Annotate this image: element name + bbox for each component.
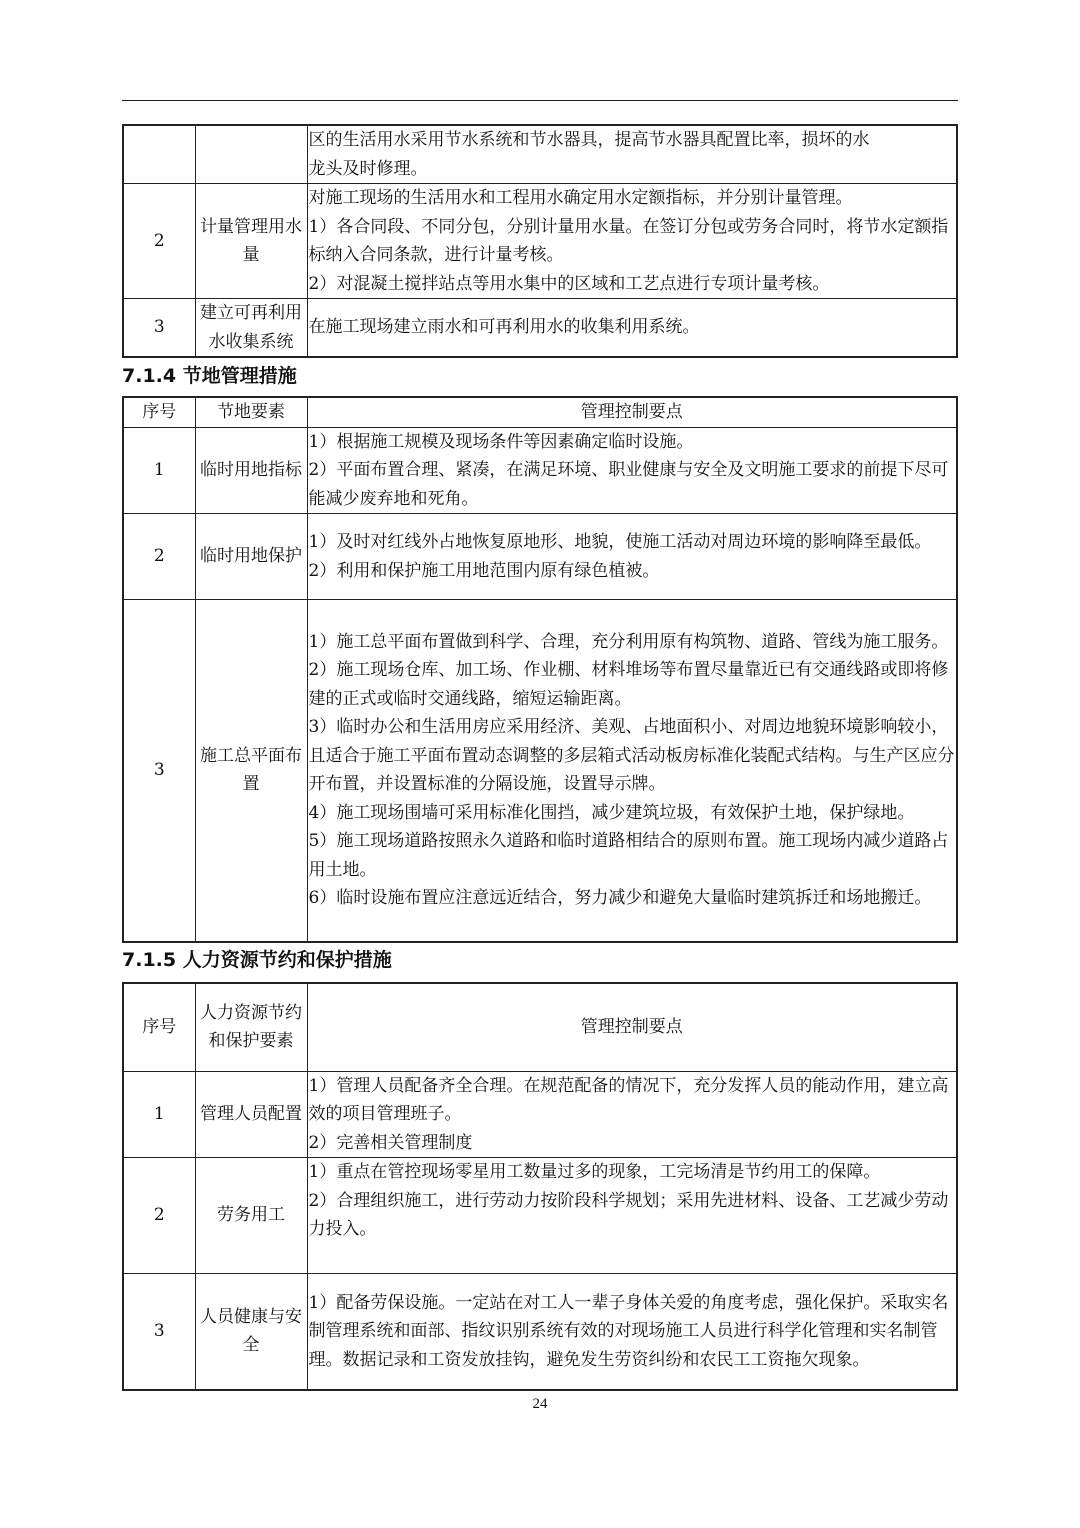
row-element: 管理人员配置: [195, 1071, 307, 1158]
row-element: 临时用地保护: [195, 514, 307, 600]
row-points: [307, 600, 957, 942]
header-element: 人力资源节约和保护要素: [195, 983, 307, 1071]
point-line: 3）临时办公和生活用房应采用经济、美观、占地面积小、对周边地貌环境影响较小，且适合于施工平面布置动态调整的多层箱式活动板房标准化装配式结构。与生产区应分开布置，并设置标准的分隔设施，设置导示牌。: [308, 717, 955, 795]
point-line: 5）施工现场道路按照永久道路和临时道路相结合的原则布置。施工现场内减少道路占用土地。: [308, 831, 949, 880]
row-number: 1: [123, 427, 195, 514]
row-number: 3: [123, 299, 195, 358]
table-row: [123, 125, 957, 184]
point-line: 1）配备劳保设施。一定站在对工人一辈子身体关爱的角度考虑，强化保护。采取实名制管理系统和面部、指纹识别系统有效的对现场施工人员进行科学化管理和实名制管理。数据记录和工资发放挂钩，避免发生劳资纠纷和农民工工资拖欠现象。: [308, 1292, 949, 1370]
point-line: 1）及时对红线外占地恢复原地形、地貌，使施工活动对周边环境的影响降至最低。: [308, 532, 932, 552]
point-line: 4）施工现场围墙可采用标准化围挡，减少建筑垃圾，有效保护土地，保护绿地。: [308, 802, 915, 823]
point-line: 2）平面布置合理、紧凑，在满足环境、职业健康与安全及文明施工要求的前提下尽可能减少废弃地和死角。: [308, 460, 949, 509]
row-points: [307, 299, 957, 358]
row-number: 2: [123, 1158, 195, 1274]
header-rule: [122, 100, 958, 101]
header-number: 序号: [123, 397, 195, 427]
row-points: [307, 1071, 957, 1158]
point-line: 1）各合同段、不同分包，分别计量用水量。在签订分包或劳务合同时，将节水定额指标纳入合同条款，进行计量考核。: [308, 216, 949, 265]
point-line: 6）临时设施布置应注意远近结合，努力减少和避免大量临时建筑拆迁和场地搬迁。: [308, 888, 932, 909]
water-saving-table: [122, 124, 958, 358]
row-element: 临时用地指标: [195, 427, 307, 514]
table-row: [123, 427, 957, 514]
row-element: [195, 125, 307, 184]
header-element: 节地要素: [195, 397, 307, 427]
land-saving-table: [122, 396, 958, 943]
point-line: 2）合理组织施工，进行劳动力按阶段科学规划；采用先进材料、设备、工艺减少劳动力投入。: [308, 1190, 949, 1239]
table-header-row: [123, 397, 957, 427]
row-number: 2: [123, 514, 195, 600]
section-heading-land: 7.1.4 节地管理措施: [122, 365, 297, 387]
row-points: [307, 427, 957, 514]
row-number: [123, 125, 195, 184]
row-number: 1: [123, 1071, 195, 1158]
row-points: [307, 1158, 957, 1274]
row-element: 建立可再利用水收集系统: [195, 299, 307, 358]
table-header-row: [123, 983, 957, 1071]
point-line: 2）对混凝土搅拌站点等用水集中的区域和工艺点进行专项计量考核。: [308, 273, 830, 294]
point-line: 1）施工总平面布置做到科学、合理，充分利用原有构筑物、道路、管线为施工服务。: [308, 631, 949, 652]
point-line: 对施工现场的生活用水和工程用水确定用水定额指标，并分别计量管理。: [308, 188, 853, 208]
hr-saving-table: [122, 982, 958, 1391]
table-row: [123, 1071, 957, 1158]
point-line: 龙头及时修理。: [308, 158, 428, 179]
row-element: 劳务用工: [195, 1158, 307, 1274]
row-points: [307, 125, 957, 184]
point-line: 2）施工现场仓库、加工场、作业棚、材料堆场等布置尽量靠近已有交通线路或即将修建的正式或临时交通线路，缩短运输距离。: [308, 660, 949, 709]
point-line: 2）利用和保护施工用地范围内原有绿色植被。: [308, 560, 660, 581]
point-line: 1）根据施工规模及现场条件等因素确定临时设施。: [308, 431, 694, 452]
section-heading-hr: 7.1.5 人力资源节约和保护措施: [122, 949, 392, 971]
row-number: 3: [123, 600, 195, 942]
table-row: [123, 1158, 957, 1274]
point-line: 1）管理人员配备齐全合理。在规范配备的情况下，充分发挥人员的能动作用，建立高效的项目管理班子。: [308, 1075, 949, 1124]
row-element: 施工总平面布置: [195, 600, 307, 942]
table-row: [123, 600, 957, 942]
row-number: 2: [123, 184, 195, 299]
header-number: 序号: [123, 983, 195, 1071]
page-number: 24: [532, 1396, 548, 1412]
row-element: 人员健康与安全: [195, 1274, 307, 1390]
row-number: 3: [123, 1274, 195, 1390]
header-points: 管理控制要点: [307, 397, 957, 427]
header-points: 管理控制要点: [307, 983, 957, 1071]
table-row: [123, 299, 957, 358]
point-line: 1）重点在管控现场零星用工数量过多的现象，工完场清是节约用工的保障。: [308, 1162, 881, 1182]
table-row: [123, 1274, 957, 1390]
point-line: 在施工现场建立雨水和可再利用水的收集利用系统。: [308, 317, 700, 338]
table-row: [123, 184, 957, 299]
table-row: [123, 514, 957, 600]
row-points: [307, 184, 957, 299]
point-line: 2）完善相关管理制度: [308, 1132, 473, 1153]
row-element: 计量管理用水量: [195, 184, 307, 299]
point-line: 区的生活用水采用节水系统和节水器具，提高节水器具配置比率，损坏的水: [308, 130, 870, 150]
row-points: [307, 1274, 957, 1390]
row-points: [307, 514, 957, 600]
